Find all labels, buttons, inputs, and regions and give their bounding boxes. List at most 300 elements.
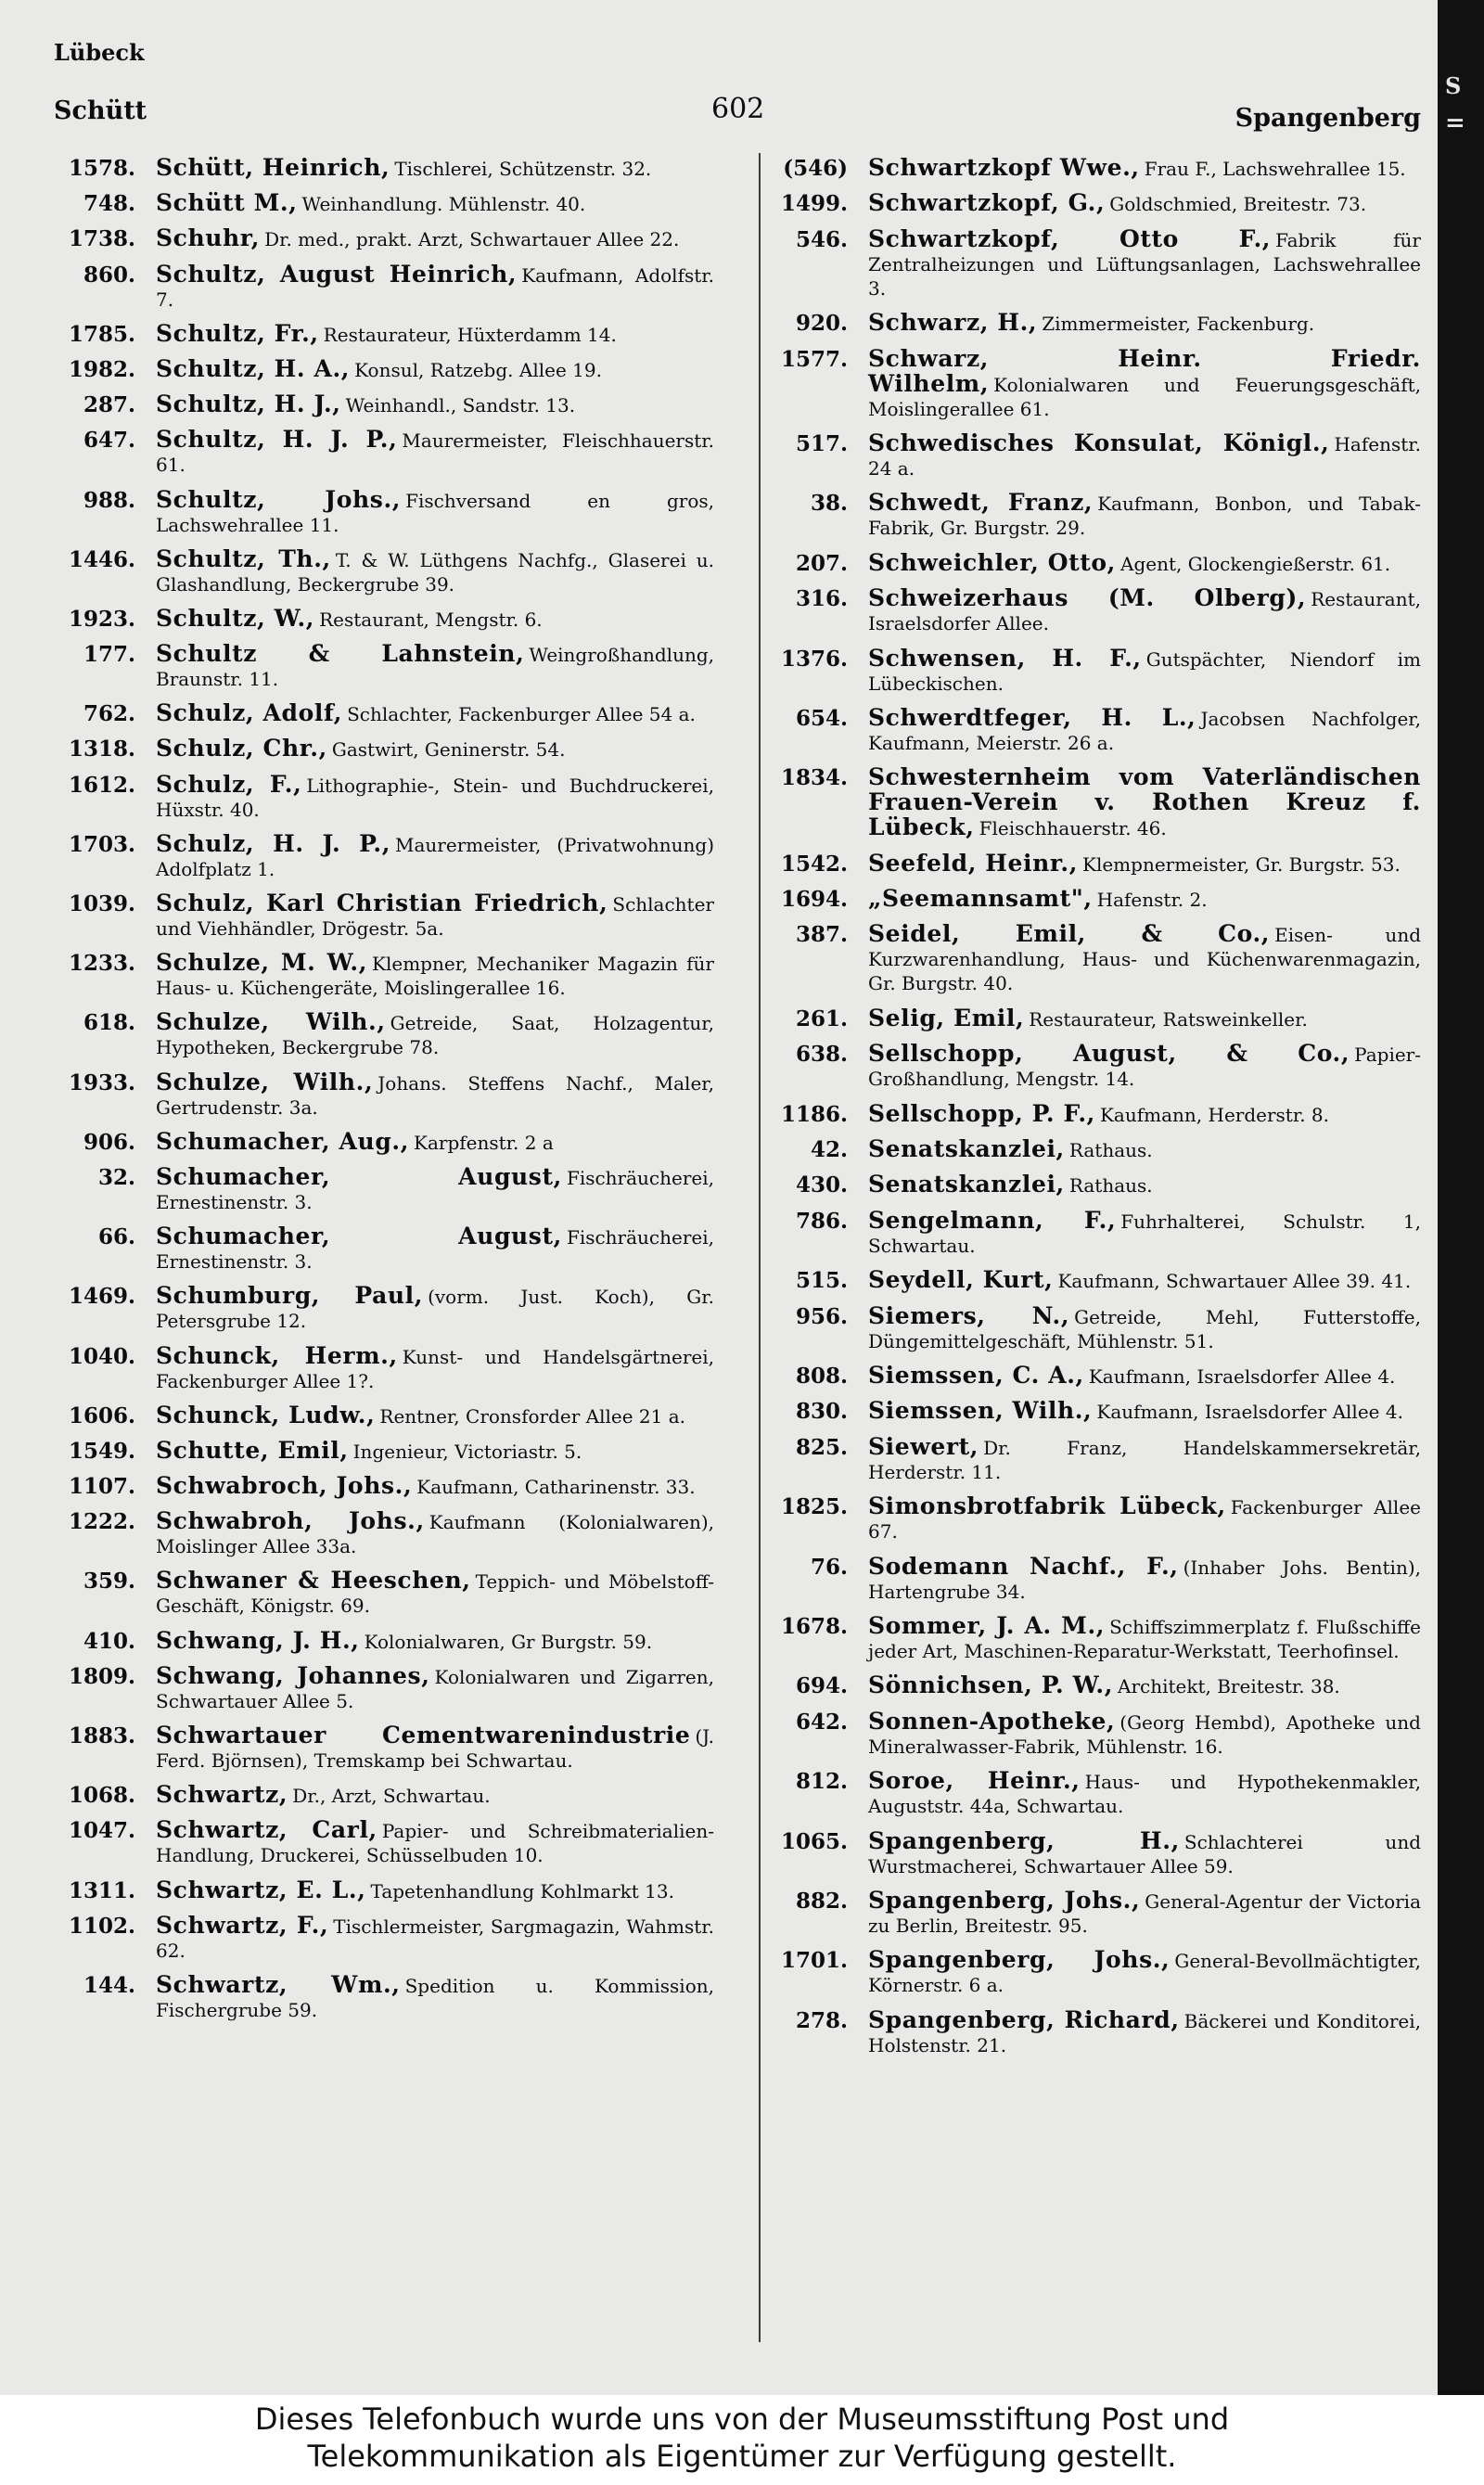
directory-entry [54, 1509, 714, 1558]
entry-name: Schütt M., [156, 189, 298, 217]
directory-entry [766, 311, 1421, 336]
entry-description: Bäckerei und Konditorei, Holstenstr. 21. [868, 2009, 1421, 2056]
entry-name: Soroe, Heinr., [868, 1767, 1081, 1795]
entry-description: Frau F., Lachswehrallee 15. [1144, 158, 1406, 180]
directory-entry [766, 703, 1422, 755]
phone-number: 76. [810, 1554, 848, 1580]
entry-name: Senatskanzlei, [868, 1171, 1065, 1198]
directory-entry [54, 737, 714, 762]
directory-entry [54, 428, 714, 477]
directory-entry [54, 701, 714, 726]
directory-entry [766, 548, 1421, 576]
entry-name: Schultz, August Heinrich, [156, 260, 518, 288]
entry-description: Dr., Arzt, Schwartau. [292, 1785, 491, 1808]
header-first-entry-word: Schütt [54, 96, 147, 125]
entry-name: Schumacher, August, [156, 1223, 562, 1250]
column-divider [759, 153, 761, 2342]
entry-name: Schwabroh, Johs., [156, 1507, 425, 1535]
right-column [766, 156, 1421, 2068]
directory-entry [766, 344, 1421, 421]
edge-glyph: = [1445, 109, 1465, 137]
entry-description: General-Bevollmächtigter, Körnerstr. 6 a. [868, 1950, 1421, 1997]
entry-description: Lithographie-, Stein- und Buchdruckerei, Hüxstr. 40. [156, 774, 714, 821]
entry-description: Fischversand en gros, Lachswehrallee 11. [156, 489, 714, 536]
entry-name: Siewert, [868, 1432, 979, 1460]
entry-name: Seydell, Kurt, [868, 1266, 1054, 1294]
entry-name: Siemssen, Wilh., [868, 1397, 1093, 1425]
phone-number: 410. [83, 1628, 135, 1654]
entry-description: Hafenstr. 2. [1096, 889, 1208, 912]
directory-entry [54, 392, 714, 417]
entry-description: Architekt, Breitestr. 38. [1118, 1675, 1340, 1698]
entry-description: Zimmermeister, Fackenburg. [1042, 313, 1315, 336]
entry-name: Schwartz, Wm., [156, 1970, 401, 1998]
entry-description: Fabrik für Zentralheizungen und Lüftungsanlagen, Lachswehrallee 3. [868, 228, 1421, 300]
entry-description: Kolonialwaren und Zigarren, Schwartauer Allee 5. [156, 1665, 715, 1712]
entry-name: Schwartzkopf Wwe., [868, 154, 1140, 181]
footer-line: Dieses Telefonbuch wurde uns von der Museumsstiftung Post und [254, 2402, 1230, 2437]
directory-entry [766, 1494, 1421, 1544]
entry-description: Kolonialwaren und Feuerungsgeschäft, Moislingerallee 61. [868, 373, 1421, 420]
entry-name: Sonnen-Apotheke, [868, 1707, 1116, 1735]
entry-description: Goldschmied, Breitestr. 73. [1109, 193, 1367, 216]
entry-description: Tischlermeister, Sargmagazin, Wahmstr. 62. [156, 1915, 714, 1962]
phone-number: 144. [83, 1972, 135, 1998]
directory-entry [54, 1626, 714, 1654]
entry-name: Schultz, H. A., [156, 354, 351, 382]
entry-description: Fischräucherei, Ernestinenstr. 3. [156, 1166, 714, 1213]
phone-number: 1923. [68, 606, 135, 632]
directory-entry [766, 1099, 1421, 1127]
entry-name: Schwartz, [156, 1781, 288, 1809]
entry-name: Schwensen, H. F., [868, 644, 1142, 672]
entry-description: Restaurateur, Hüxterdamm 14. [323, 323, 617, 346]
phone-number: 786. [795, 1208, 848, 1234]
entry-description: Hafenstr. 24 a. [868, 432, 1421, 480]
directory-entry [54, 1162, 714, 1214]
phone-number: 1982. [68, 356, 135, 382]
directory-entry [54, 156, 714, 181]
directory-entry [766, 1886, 1421, 1938]
entry-description: Klempner, Mechaniker Magazin für Haus- u. Küchengeräte, Moislingerallee 16. [156, 953, 714, 1000]
entry-description: Eisen- und Kurzwarenhandlung, Haus- und Küchenwarenmagazin, Gr. Burgstr. 40. [868, 924, 1421, 995]
entry-description: Getreide, Saat, Holzagentur, Hypotheken, Beckergrube 78. [156, 1012, 714, 1059]
directory-entry [54, 1970, 714, 2022]
phone-number: 1883. [68, 1723, 135, 1748]
entry-description: Restaurateur, Ratsweinkeller. [1029, 1007, 1308, 1031]
entry-description: Schlachter und Viehhändler, Drögestr. 5a. [156, 893, 714, 940]
entry-description: Rathaus. [1068, 1174, 1153, 1198]
entry-name: Schulze, Wilh., [156, 1008, 386, 1036]
entry-name: Siemers, N., [868, 1301, 1070, 1329]
phone-number: 1577. [780, 346, 848, 372]
entry-name: Schunck, Herm., [156, 1341, 398, 1369]
entry-name: „Seemannsamt", [868, 885, 1093, 913]
entry-name: Sengelmann, F., [868, 1206, 1117, 1234]
directory-entry [766, 1707, 1421, 1759]
entry-description: Gutspächter, Niendorf im Lübeckischen. [868, 647, 1421, 695]
phone-number: 1825. [780, 1494, 848, 1520]
phone-number: 1376. [780, 646, 848, 672]
directory-entry [766, 765, 1421, 840]
entry-name: Schumacher, August, [156, 1162, 562, 1190]
phone-number: 38. [810, 491, 848, 517]
entry-description: Teppich- und Möbelstoff-Geschäft, Königstr. 69. [156, 1570, 714, 1618]
phone-number: 1068. [68, 1783, 135, 1809]
entry-name: Schweichler, Otto, [868, 548, 1116, 576]
entry-name: Sellschopp, August, & Co., [868, 1040, 1350, 1068]
directory-entry [54, 642, 714, 691]
phone-number: 1578. [68, 156, 135, 181]
entry-description: Kaufmann, Catharinenstr. 33. [416, 1476, 696, 1499]
directory-entry [54, 1474, 714, 1499]
entry-description: Weinhandl., Sandstr. 13. [345, 394, 576, 417]
entry-name: Schultz, H. J. P., [156, 426, 398, 454]
directory-entry [54, 1878, 714, 1903]
phone-number: 278. [795, 2007, 848, 2033]
directory-entry [766, 922, 1421, 995]
left-column [54, 156, 714, 2032]
directory-entry [54, 1783, 714, 1808]
phone-number: 694. [795, 1673, 848, 1699]
phone-number: 1186. [780, 1101, 848, 1127]
directory-entry [766, 156, 1421, 181]
entry-name: Spangenberg, H., [868, 1826, 1180, 1854]
entry-name: Schwartzkopf, Otto F., [868, 224, 1272, 252]
entry-description: Weingroßhandlung, Braunstr. 11. [156, 644, 714, 691]
phone-number: 316. [795, 586, 848, 612]
directory-entry [766, 1611, 1422, 1663]
entry-description: Kaufmann, Israelsdorfer Allee 4. [1088, 1364, 1396, 1388]
entry-name: Siemssen, C. A., [868, 1361, 1084, 1389]
entry-description: Karpfenstr. 2 a [414, 1131, 554, 1154]
directory-entry [766, 644, 1421, 696]
directory-entry [766, 1826, 1421, 1878]
entry-description: Agent, Glockengießerstr. 61. [1120, 552, 1391, 575]
directory-entry [54, 191, 714, 216]
adjacent-page-edge [1438, 0, 1484, 2395]
directory-entry [54, 1070, 714, 1120]
directory-entry [766, 1769, 1421, 1818]
entry-name: Schwabroch, Johs., [156, 1472, 413, 1500]
phone-number: 546. [795, 226, 848, 252]
entry-name: Schwerdtfeger, H. L., [868, 703, 1196, 731]
phone-number: 812. [795, 1769, 848, 1795]
phone-number: 1047. [68, 1818, 135, 1844]
phone-number: 748. [83, 191, 135, 217]
entry-name: Schwang, J. H., [156, 1626, 360, 1654]
entry-name: Schulz, F., [156, 770, 302, 798]
phone-number: 956. [795, 1303, 848, 1329]
entry-description: (J. Ferd. Björnsen), Tremskamp bei Schwartau. [156, 1725, 714, 1772]
entry-name: Schwedt, Franz, [868, 489, 1094, 517]
directory-entry [766, 1361, 1421, 1389]
page-number: 602 [711, 93, 765, 125]
entry-name: Sellschopp, P. F., [868, 1099, 1095, 1127]
entry-description: Dr. Franz, Handelskammersekretär, Herderstr. 11. [868, 1436, 1421, 1483]
entry-name: Schumacher, Aug., [156, 1127, 410, 1155]
entry-description: Schlachter, Fackenburger Allee 54 a. [347, 703, 696, 726]
directory-entry [54, 891, 714, 941]
entry-name: Seefeld, Heinr., [868, 849, 1078, 877]
directory-entry [54, 1818, 714, 1867]
city-label: Lübeck [54, 39, 145, 66]
entry-description: Fleischhauerstr. 46. [979, 817, 1167, 840]
phone-number: 66. [97, 1224, 135, 1250]
entry-description: Maurermeister, (Privatwohnung) Adolfplatz 1. [156, 833, 714, 880]
phone-number: 1678. [780, 1613, 848, 1639]
entry-description: Ingenieur, Victoriastr. 5. [352, 1440, 582, 1463]
directory-entry [766, 1268, 1421, 1293]
entry-description: Schiffszimmerplatz f. Flußschiffe jeder Art, Maschinen-Reparatur-Werkstatt, Teerhofinsel. [868, 1615, 1422, 1662]
directory-entry [54, 354, 714, 382]
entry-name: Sommer, J. A. M., [868, 1611, 1106, 1639]
entry-description: Fuhrhalterei, Schulstr. 1, Schwartau. [868, 1210, 1421, 1257]
directory-entry [766, 1552, 1421, 1604]
directory-entry [766, 1042, 1421, 1091]
directory-entry [766, 431, 1421, 480]
entry-description: Maurermeister, Fleischhauerstr. 61. [156, 429, 715, 477]
phone-number: 1233. [68, 951, 135, 977]
directory-entry [54, 260, 714, 312]
phone-number: 1222. [68, 1509, 135, 1535]
phone-number: 1446. [68, 546, 135, 572]
phone-number: 906. [83, 1129, 135, 1155]
directory-entry [766, 887, 1421, 912]
phone-number: 387. [795, 922, 848, 948]
entry-name: Schwedisches Konsulat, Königl., [868, 429, 1330, 456]
entry-name: Schultz, W., [156, 604, 315, 632]
phone-number: (546) [783, 156, 848, 181]
directory-entry [54, 951, 714, 1000]
phone-number: 1785. [68, 321, 135, 347]
entry-name: Schulz, Adolf, [156, 699, 343, 727]
directory-entry [54, 1341, 714, 1393]
phone-number: 1694. [780, 887, 848, 913]
entry-name: Schweizerhaus (M. Olberg), [868, 584, 1307, 612]
phone-number: 515. [795, 1268, 848, 1294]
directory-entry [54, 319, 714, 347]
entry-description: Restaurant, Mengstr. 6. [319, 608, 543, 631]
phone-number: 1040. [68, 1343, 135, 1369]
entry-description: Schlachterei und Wurstmacherei, Schwartauer Allee 59. [868, 1830, 1421, 1877]
directory-entry [54, 485, 714, 537]
directory-entry [54, 1403, 714, 1428]
entry-description: Weinhandlung. Mühlenstr. 40. [301, 193, 586, 216]
entry-description: Kunst- und Handelsgärtnerei, Fackenburger Allee 1?. [156, 1345, 714, 1392]
phone-number: 1102. [68, 1913, 135, 1939]
entry-name: Schuhr, [156, 224, 261, 252]
phone-number: 359. [83, 1569, 135, 1595]
directory-entry [54, 226, 714, 251]
entry-description: Restaurant, Israelsdorfer Allee. [868, 588, 1421, 635]
entry-name: Schwartz, F., [156, 1911, 329, 1939]
phone-number: 207. [795, 550, 848, 576]
phone-number: 1107. [68, 1474, 135, 1500]
entry-description: Kolonialwaren, Gr Burgstr. 59. [364, 1630, 653, 1653]
entry-name: Schwartzkopf, G., [868, 189, 1106, 217]
entry-description: Haus- und Hypothekenmakler, Auguststr. 44a, Schwartau. [868, 1771, 1421, 1818]
phone-number: 642. [795, 1709, 848, 1735]
directory-entry [54, 770, 714, 822]
entry-description: Klempnermeister, Gr. Burgstr. 53. [1082, 852, 1401, 876]
entry-name: Spangenberg, Johs., [868, 1946, 1171, 1974]
directory-entry [766, 2005, 1421, 2057]
directory-entry [766, 1301, 1421, 1353]
directory-entry [54, 1911, 714, 1963]
phone-number: 42. [810, 1137, 848, 1163]
entry-description: Kaufmann, Herderstr. 8. [1099, 1103, 1329, 1126]
directory-entry [54, 604, 714, 632]
phone-number: 261. [795, 1006, 848, 1031]
directory-entry [766, 586, 1421, 635]
entry-description: Spedition u. Kommission, Fischergrube 59. [156, 1974, 714, 2021]
entry-name: Schultz, Th., [156, 544, 331, 572]
entry-description: Johans. Steffens Nachf., Maler, Gertrudenstr. 3a. [156, 1071, 715, 1119]
entry-description: T. & W. Lüthgens Nachfg., Glaserei u. Glashandlung, Beckergrube 39. [156, 548, 715, 596]
entry-name: Schulz, Karl Christian Friedrich, [156, 890, 608, 916]
phone-number: 517. [795, 430, 848, 456]
directory-entry [766, 1137, 1421, 1162]
entry-description: (Inhaber Johs. Bentin), Hartengrube 34. [868, 1556, 1421, 1603]
entry-description: Kaufmann, Adolfstr. 7. [156, 263, 714, 311]
directory-entry [54, 829, 714, 881]
entry-name: Schumburg, Paul, [156, 1282, 424, 1310]
entry-description: Dr. med., prakt. Arzt, Schwartauer Allee 22. [264, 228, 680, 251]
directory-entry [766, 849, 1421, 877]
phone-number: 1701. [780, 1948, 848, 1974]
entry-name: Schultz, H. J., [156, 391, 341, 418]
phone-number: 1703. [68, 831, 135, 857]
phone-number: 1311. [68, 1877, 135, 1903]
entry-description: Kaufmann, Bonbon, und Tabak-Fabrik, Gr. Burgstr. 29. [868, 493, 1421, 540]
entry-name: Schultz & Lahnstein, [156, 640, 525, 668]
entry-description: Getreide, Mehl, Futterstoffe, Düngemittelgeschäft, Mühlenstr. 51. [868, 1305, 1421, 1352]
entry-description: Kaufmann (Kolonialwaren), Moislinger Allee 33a. [156, 1511, 714, 1558]
phone-number: 1549. [68, 1438, 135, 1464]
entry-name: Schwartauer Cementwarenindustrie [156, 1722, 691, 1748]
entry-name: Schulz, Chr., [156, 735, 327, 762]
directory-entry [766, 1432, 1421, 1484]
directory-entry [766, 1206, 1421, 1258]
footer-line: Telekommunikation als Eigentümer zur Verfügung gestellt. [307, 2439, 1177, 2474]
entry-description: Gastwirt, Geninerstr. 54. [331, 738, 566, 762]
entry-description: Fackenburger Allee 67. [868, 1496, 1421, 1544]
header-last-entry-word: Spangenberg [1235, 104, 1421, 133]
entry-description: Konsul, Ratzebg. Allee 19. [354, 358, 602, 381]
entry-description: (Georg Hembd), Apotheke und Mineralwasser-Fabrik, Mühlenstr. 16. [868, 1710, 1421, 1758]
phone-number: 860. [83, 262, 135, 288]
phone-number: 1542. [780, 851, 848, 877]
entry-name: Schulz, H. J. P., [156, 829, 391, 857]
directory-entry [54, 1436, 714, 1464]
directory-entry [54, 1661, 715, 1713]
entry-description: Kaufmann, Israelsdorfer Allee 4. [1096, 1401, 1403, 1424]
entry-name: Schultz, Fr., [156, 319, 319, 347]
phone-number: 1469. [68, 1284, 135, 1310]
phone-number: 1834. [780, 765, 848, 791]
phone-number: 1809. [68, 1663, 135, 1689]
directory-entry [54, 1224, 714, 1274]
phone-number: 618. [83, 1010, 135, 1036]
entry-name: Schulze, Wilh., [156, 1068, 374, 1095]
phone-number: 177. [83, 642, 135, 668]
entry-name: Schütt, Heinrich, [156, 154, 390, 181]
entry-description: Rathaus. [1068, 1139, 1153, 1162]
footer-credit [0, 2395, 1484, 2485]
phone-number: 1606. [68, 1403, 135, 1428]
phone-number: 1039. [68, 891, 135, 916]
directory-entry [766, 1006, 1421, 1031]
directory-entry [766, 224, 1421, 301]
phone-number: 830. [795, 1399, 848, 1425]
directory-entry [54, 1010, 714, 1059]
entry-description: (vorm. Just. Koch), Gr. Petersgrube 12. [156, 1286, 714, 1333]
entry-name: Schwarz, H., [868, 309, 1038, 337]
entry-name: Simonsbrotfabrik Lübeck, [868, 1492, 1226, 1520]
phone-number: 32. [97, 1164, 135, 1190]
directory-entry [766, 191, 1421, 216]
phone-number: 808. [795, 1363, 848, 1389]
entry-description: Jacobsen Nachfolger, Kaufmann, Meierstr. 26 a. [868, 707, 1422, 754]
directory-entry [54, 1284, 714, 1333]
directory-entry [54, 1569, 714, 1618]
entry-name: Schultz, Johs., [156, 485, 402, 513]
entry-name: Schwesternheim vom Vaterländischen Frauen-Verein v. Rothen Kreuz f. Lübeck, [868, 763, 1421, 841]
phone-number: 287. [83, 392, 135, 418]
phone-number: 1933. [68, 1070, 135, 1095]
phone-number: 825. [795, 1434, 848, 1460]
entry-name: Sodemann Nachf., F., [868, 1552, 1179, 1580]
entry-name: Schwarz, Heinr. Friedr. Wilhelm, [868, 344, 1421, 397]
phone-number: 654. [795, 705, 848, 731]
phone-number: 920. [795, 311, 848, 337]
entry-name: Spangenberg, Richard, [868, 2005, 1180, 2033]
entry-description: Fischräucherei, Ernestinenstr. 3. [156, 1226, 714, 1274]
phone-number: 882. [795, 1888, 848, 1914]
entry-name: Sönnichsen, P. W., [868, 1672, 1113, 1699]
phone-number: 638. [795, 1042, 848, 1068]
entry-name: Senatskanzlei, [868, 1135, 1065, 1163]
entry-name: Spangenberg, Johs., [868, 1886, 1141, 1914]
directory-entry [766, 1172, 1421, 1198]
entry-description: Tapetenhandlung Kohlmarkt 13. [370, 1879, 674, 1902]
phone-number: 988. [83, 487, 135, 513]
entry-description: General-Agentur der Victoria zu Berlin, Breitestr. 95. [868, 1889, 1421, 1937]
entry-name: Seidel, Emil, & Co., [868, 920, 1271, 948]
directory-entry [54, 544, 715, 596]
phone-number: 1318. [68, 737, 135, 762]
entry-description: Rentner, Cronsforder Allee 21 a. [379, 1404, 685, 1428]
directory-entry [766, 1399, 1421, 1424]
entry-name: Schwaner & Heeschen, [156, 1567, 471, 1595]
entry-description: Papier-Großhandlung, Mengstr. 14. [868, 1044, 1421, 1091]
phone-number: 1738. [68, 226, 135, 252]
phone-number: 1065. [780, 1828, 848, 1854]
entry-name: Schwartz, Carl, [156, 1816, 377, 1844]
entry-name: Selig, Emil, [868, 1004, 1025, 1031]
entry-name: Schulze, M. W., [156, 949, 368, 977]
directory-entry [54, 1723, 714, 1773]
directory-entry [54, 1127, 714, 1155]
phone-number: 647. [83, 428, 135, 454]
edge-glyph: S [1445, 72, 1462, 99]
directory-entry [766, 491, 1421, 540]
entry-description: Tischlerei, Schützenstr. 32. [394, 158, 652, 180]
phone-number: 430. [795, 1172, 848, 1198]
entry-name: Schutte, Emil, [156, 1436, 349, 1464]
entry-name: Schwartz, E. L., [156, 1876, 366, 1903]
